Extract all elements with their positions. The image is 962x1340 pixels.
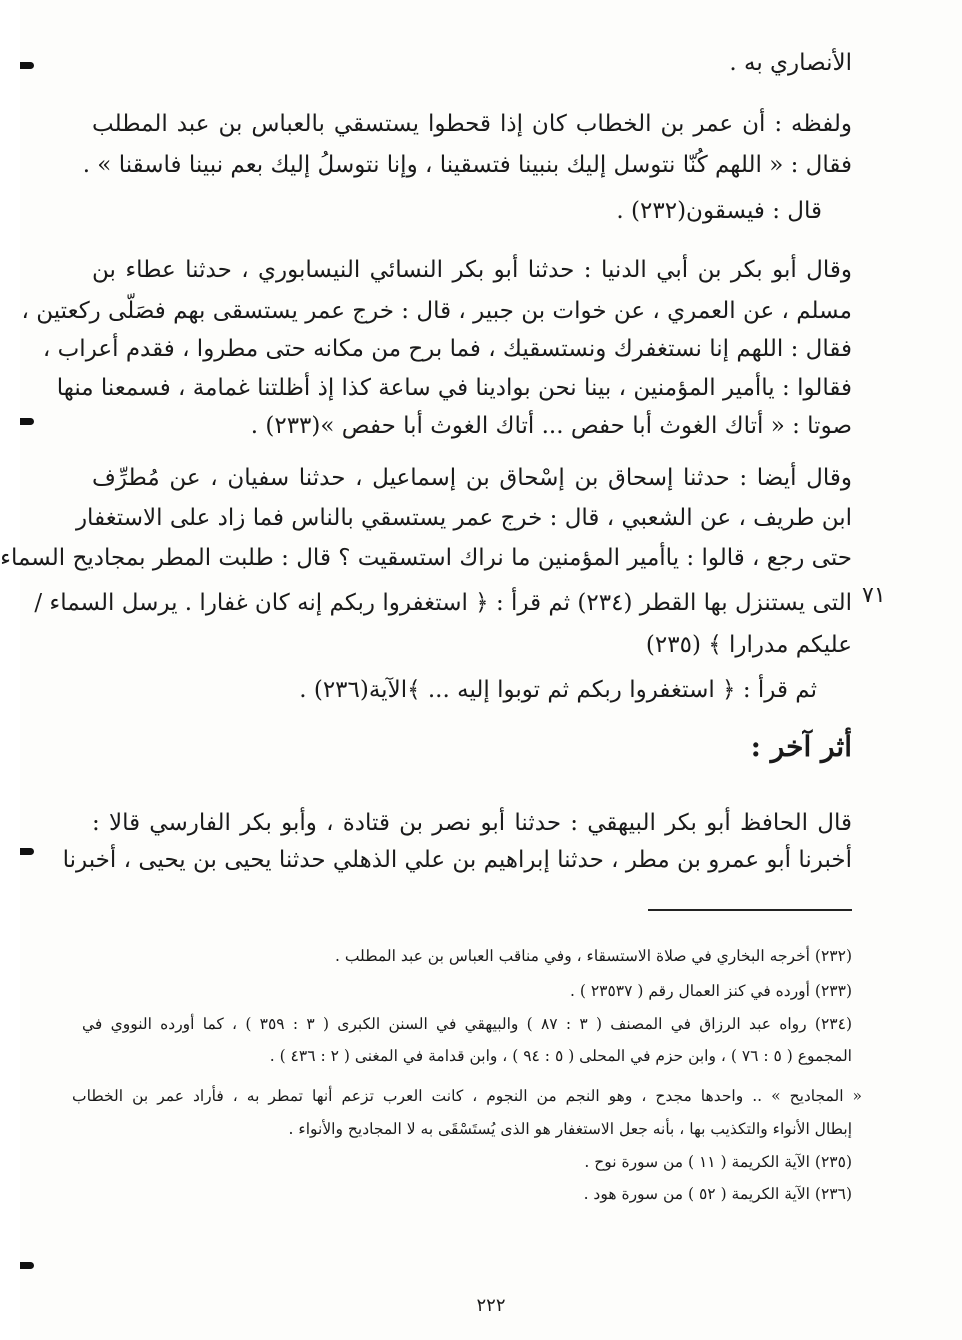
- footnote-separator: [648, 909, 852, 911]
- footnote: (٢٣٤) رواه عبد الرزاق في المصنف ( ٣ : ٨٧ ) والبيهقي في السنن الكبرى ( ٣ : ٣٥٩ ) ، كما أورده النووي في: [82, 1015, 853, 1033]
- paragraph-line: ثم قرأ : ﴿ استغفروا ربكم ثم توبوا إليه ... ﴾الآية(٢٣٦) .: [299, 677, 817, 703]
- footnote: المجموع ( ٥ : ٧٦ ) ، وابن حزم في المحلى ( ٥ : ٩٤ ) ، وابن قدامة في المغنى ( ٢ : ٤٣٦ ) .: [269, 1047, 852, 1065]
- paragraph-line: عليكم مدرارا ﴾ (٢٣٥): [645, 632, 852, 658]
- paragraph-line: حتى رجع ، قالوا : ياأمير المؤمنين ما نراك استسقيت ؟ قال : طلبت المطر بمجاديح السماء: [0, 545, 852, 571]
- paragraph-line: أخبرنا أبو عمرو بن مطر ، حدثنا إبراهيم بن علي الذهلي حدثنا يحيى بن يحيى ، أخبرنا: [62, 847, 852, 873]
- paragraph-line: التى يستنزل بها القطر (٢٣٤) ثم قرأ : ﴿ استغفروا ربكم إنه كان غفارا . يرسل السماء /: [34, 590, 852, 616]
- top-line: الأنصاري به .: [729, 50, 852, 76]
- scan-mark: [20, 1262, 34, 1269]
- paragraph-line: مسلم ، عن العمري ، عن خوات بن جبير ، قال : خرج عمر يستسقى بهم فصَلّى ركعتين ،: [21, 298, 852, 324]
- scan-mark: [20, 848, 34, 855]
- paragraph-line: وقال أيضا : حدثنا إسحاق بن إسْحاق بن إسماعيل ، حدثنا سفيان ، عن مُطرِّف: [92, 465, 852, 491]
- scan-mark: [20, 418, 34, 425]
- footnote: إبطال الأنواء والتكذيب بها ، بأنه جعل الاستغفار هو الذى يُستَسْقَى به لا المجاديح والأنواء .: [288, 1120, 852, 1138]
- paragraph-line: صوتا : « أتاك الغوث أبا حفص ... أتاك الغوث أبا حفص »(٢٣٣) .: [250, 413, 852, 439]
- paragraph-line: فقال : اللهم إنا نستغفرك ونستسقيك ، فما برح من مكانه حتى مطروا ، فقدم أعراب ،: [42, 336, 852, 362]
- footnote: « المجاديح » .. واحدها مجدح ، وهو النجم من النجوم ، كانت العرب تزعم أنها تمطر به ، فأراد عمر بن الخطاب: [72, 1087, 862, 1105]
- paragraph-line: قال : فيسقون(٢٣٢) .: [616, 198, 822, 224]
- paragraph-line: وقال أبو بكر بن أبي الدنيا : حدثنا أبو بكر النسائي النيسابوري ، حدثنا عطاء بن: [92, 257, 852, 283]
- paragraph-line: ابن طريف ، عن الشعبي ، قال : خرج عمر يستسقي بالناس فما زاد على الاستغفار: [75, 505, 852, 531]
- paragraph-line: فقالوا : ياأمير المؤمنين ، بينا نحن بوادينا في ساعة كذا إذ أظلتنا غمامة ، فسمعنا منها: [56, 375, 852, 401]
- footnote: (٢٣٣) أورده في كنز العمال رقم ( ٢٣٥٣٧ ) .: [570, 982, 852, 1000]
- footnote: (٢٣٦) الآية الكريمة ( ٥٢ ) من سورة هود .: [583, 1185, 852, 1203]
- page-number: ٢٢٢: [476, 1295, 506, 1316]
- footnote: (٢٣٢) أخرجه البخاري في صلاة الاستسقاء ، وفي مناقب العباس بن عبد المطلب .: [334, 947, 852, 965]
- scan-mark: [20, 62, 34, 69]
- paragraph-line: قال الحافظ أبو بكر البيهقي : حدثنا أبو نصر بن قتادة ، وأبو بكر الفارسي قالا :: [92, 810, 852, 836]
- paragraph-line: ولفظه : أن عمر بن الخطاب كان إذا قحطوا يستسقي بالعباس بن عبد المطلب: [92, 111, 852, 137]
- paragraph-line: فقال : « اللهم كُنّا نتوسل إليك بنبينا فتسقينا ، وإنا نتوسلُ إليك بعم نبينا فاسقنا » .: [82, 152, 852, 178]
- footnote: (٢٣٥) الآية الكريمة ( ١١ ) من سورة نوح .: [584, 1153, 852, 1171]
- section-heading: أثر آخر :: [750, 730, 852, 763]
- marginal-number: ٧١: [862, 583, 886, 608]
